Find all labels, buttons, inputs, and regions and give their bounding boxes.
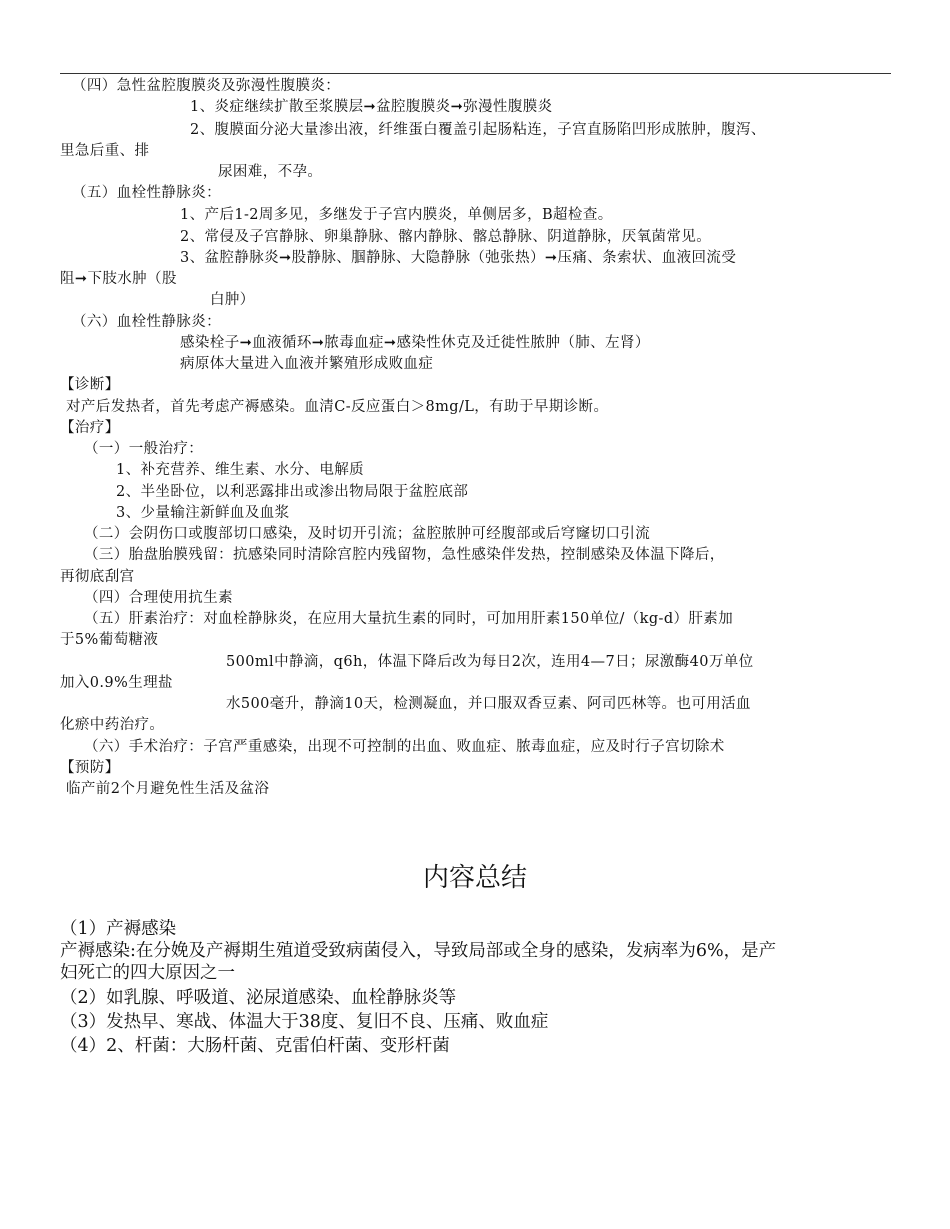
text-line: 1、补充营养、维生素、水分、电解质 <box>116 462 365 478</box>
summary-line: （1）产褥感染 <box>60 919 177 939</box>
section-treatment: 【治疗】 <box>60 420 120 436</box>
text-line: 2、腹膜面分泌大量渗出液，纤维蛋白覆盖引起肠粘连，子宫直肠陷凹形成脓肿，腹泻、 <box>190 122 766 138</box>
text-line: 病原体大量进入血液并繁殖形成败血症 <box>180 356 434 372</box>
text-line: 2、半坐卧位，以利恶露排出或渗出物局限于盆腔底部 <box>116 484 469 500</box>
summary-line: （4）2、杆菌：大肠杆菌、克雷伯杆菌、变形杆菌 <box>60 1036 450 1056</box>
text-line: 再彻底刮宫 <box>60 569 135 585</box>
text-line: （二）会阴伤口或腹部切口感染，及时切开引流；盆腔脓肿可经腹部或后穹窿切口引流 <box>84 526 651 542</box>
text-line: 3、盆腔静脉炎➞股静脉、腘静脉、大隐静脉（弛张热）➞压痛、条索状、血液回流受 <box>180 250 737 266</box>
text-line: （四）合理使用抗生素 <box>84 590 233 606</box>
text-line: 对产后发热者，首先考虑产褥感染。血清C-反应蛋白＞8mg/L，有助于早期诊断。 <box>66 399 609 415</box>
summary-line: （2）如乳腺、呼吸道、泌尿道感染、血栓静脉炎等 <box>60 988 457 1008</box>
text-line: （五）肝素治疗：对血栓静脉炎，在应用大量抗生素的同时，可加用肝素150单位/（kg-d）肝素加 <box>84 611 734 627</box>
text-line: 于5%葡萄糖液 <box>60 632 159 648</box>
text-line: 加入0.9%生理盐 <box>60 675 173 691</box>
text-line: （三）胎盘胎膜残留：抗感染同时清除宫腔内残留物，急性感染伴发热，控制感染及体温下降后， <box>84 547 725 563</box>
text-line: 化瘀中药治疗。 <box>60 717 165 733</box>
summary-title: 内容总结 <box>422 863 527 893</box>
text-line: 1、产后1-2周多见，多继发于子宫内膜炎，单侧居多，B超检查。 <box>180 207 613 223</box>
text-line: 1、炎症继续扩散至浆膜层➞盆腔腹膜炎➞弥漫性腹膜炎 <box>190 99 553 115</box>
section-heading-5: （五）血栓性静脉炎： <box>72 185 221 201</box>
text-line: 水500毫升，静滴10天，检测凝血，并口服双香豆素、阿司匹林等。也可用活血 <box>226 696 751 712</box>
header-rule <box>60 73 891 74</box>
text-line: 500ml中静滴，q6h，体温下降后改为每日2次，连用4—7日；尿激酶40万单位 <box>226 654 754 670</box>
summary-line: （3）发热早、寒战、体温大于38度、复旧不良、压痛、败血症 <box>60 1012 549 1032</box>
summary-line: 产褥感染:在分娩及产褥期生殖道受致病菌侵入，导致局部或全身的感染，发病率为6%，是产 <box>60 941 777 961</box>
text-line: （六）手术治疗：子宫严重感染，出现不可控制的出血、败血症、脓毒血症，应及时行子宫切除术 <box>84 739 725 755</box>
text-line: 临产前2个月避免性生活及盆浴 <box>66 781 270 797</box>
section-heading-4: （四）急性盆腔腹膜炎及弥漫性腹膜炎： <box>72 78 341 94</box>
text-line: 阻➞下肢水肿（股 <box>60 271 177 287</box>
summary-line: 妇死亡的四大原因之一 <box>60 963 235 983</box>
text-line: 白肿） <box>210 292 255 308</box>
text-line: 感染栓子➞血液循环➞脓毒血症➞感染性休克及迁徙性脓肿（肺、左肾） <box>180 335 650 351</box>
text-line: 3、少量输注新鲜血及血浆 <box>116 505 290 521</box>
text-line: 尿困难，不孕。 <box>218 164 323 180</box>
text-line: 里急后重、排 <box>60 143 150 159</box>
section-prevention: 【预防】 <box>60 760 120 776</box>
section-heading-6: （六）血栓性静脉炎： <box>72 314 221 330</box>
section-diagnosis: 【诊断】 <box>60 377 120 393</box>
text-line: （一）一般治疗： <box>84 441 204 457</box>
text-line: 2、常侵及子宫静脉、卵巢静脉、髂内静脉、髂总静脉、阴道静脉，厌氧菌常见。 <box>180 229 712 245</box>
